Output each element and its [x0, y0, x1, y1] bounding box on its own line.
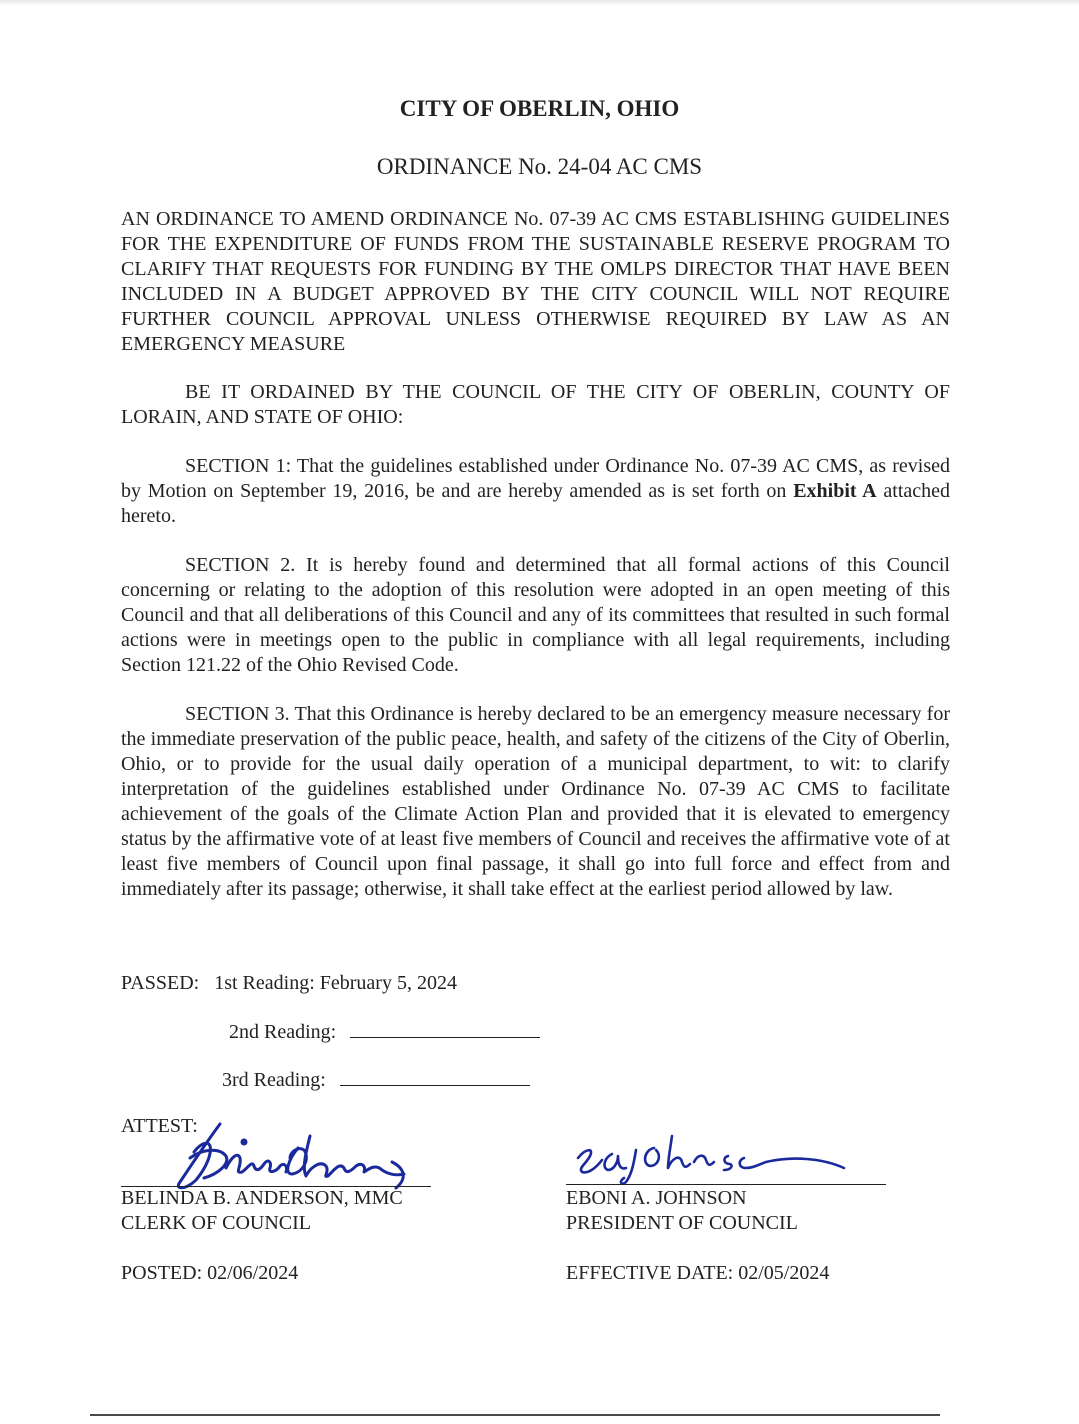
ordinance-caption: AN ORDINANCE TO AMEND ORDINANCE No. 07-39 AC CMS ESTABLISHING GUIDELINES FOR THE EXPENDITURE OF FUNDS FROM THE SUSTAINABLE RESERVE PROGRAM TO CLARIFY THAT REQUESTS FOR FUNDING BY THE OMLPS DIRECTOR THAT HAVE BEEN INCLUDED IN A BUDGET APPROVED BY THE CITY COUNCIL WILL NOT REQUIRE FURTHER COUNCIL APPROVAL UNLESS OTHERWISE REQUIRED BY LAW AS AN EMERGENCY MEASURE — [121, 208, 950, 355]
scan-top-edge — [0, 0, 1079, 6]
document-title: CITY OF OBERLIN, OHIO — [399, 96, 680, 121]
president-signature-line — [566, 1184, 886, 1185]
president-signature — [568, 1128, 858, 1188]
president-name: EBONI A. JOHNSON — [566, 1187, 747, 1209]
clerk-name: BELINDA B. ANDERSON, MMC — [121, 1187, 403, 1209]
posted-date: POSTED: 02/06/2024 — [121, 1262, 299, 1284]
second-reading-blank — [350, 1019, 540, 1038]
effective-date: EFFECTIVE DATE: 02/05/2024 — [566, 1262, 830, 1284]
section-1-text-end: attached hereto. — [121, 480, 951, 527]
clerk-title: CLERK OF COUNCIL — [121, 1212, 312, 1234]
second-reading-line — [229, 1019, 540, 1045]
second-reading-label: 2nd Reading: — [229, 1021, 337, 1043]
first-reading: 1st Reading: February 5, 2024 — [214, 972, 457, 994]
passed-label: PASSED: — [121, 972, 200, 994]
president-title: PRESIDENT OF COUNCIL — [566, 1212, 798, 1234]
section-1 — [121, 454, 950, 529]
third-reading-line — [222, 1067, 530, 1093]
passed-line — [121, 971, 457, 996]
enacting-clause: BE IT ORDAINED BY THE COUNCIL OF THE CITY OF OBERLIN, COUNTY OF LORAIN, AND STATE OF OHIO: — [121, 381, 950, 428]
exhibit-reference: Exhibit A — [793, 480, 877, 502]
ordinance-number: ORDINANCE No. 24-04 AC CMS — [376, 154, 703, 179]
third-reading-label: 3rd Reading: — [222, 1069, 326, 1091]
section-1-text: SECTION 1: That the guidelines established under Ordinance No. 07-39 AC CMS, as revised by Motion on September 19, 2016, be and are hereby amended as is set forth on — [121, 455, 950, 502]
section-3: SECTION 3. That this Ordinance is hereby declared to be an emergency measure necessary for the immediate preservation of the public peace, health, and safety of the citizens of the City of Oberlin, Ohio, or to provide for the usual daily operation of a municipal department, to wit: to clarify interpretation of the guidelines established under Ordinance No. 07-39 AC CMS to facilitate achievement of the goals of the Climate Action Plan and provided that it is elevated to emergency status by the affirmative vote of at least five members of Council and receives the affirmative vote of at least five members of Council upon final passage, it shall go into full force and effect from and immediately after its passage; otherwise, it shall take effect at the earliest period allowed by law. — [121, 703, 950, 900]
third-reading-blank — [340, 1067, 530, 1086]
attest-label: ATTEST: — [121, 1115, 198, 1137]
scan-bottom-edge — [90, 1414, 940, 1416]
section-2: SECTION 2. It is hereby found and determined that all formal actions of this Council concerning or relating to the adoption of this resolution were adopted in an open meeting of this Council and that all deliberations of this Council and any of its committees that resulted in such formal actions were in meetings open to the public in compliance with all legal requirements, including Section 121.22 of the Ohio Revised Code. — [121, 554, 950, 676]
